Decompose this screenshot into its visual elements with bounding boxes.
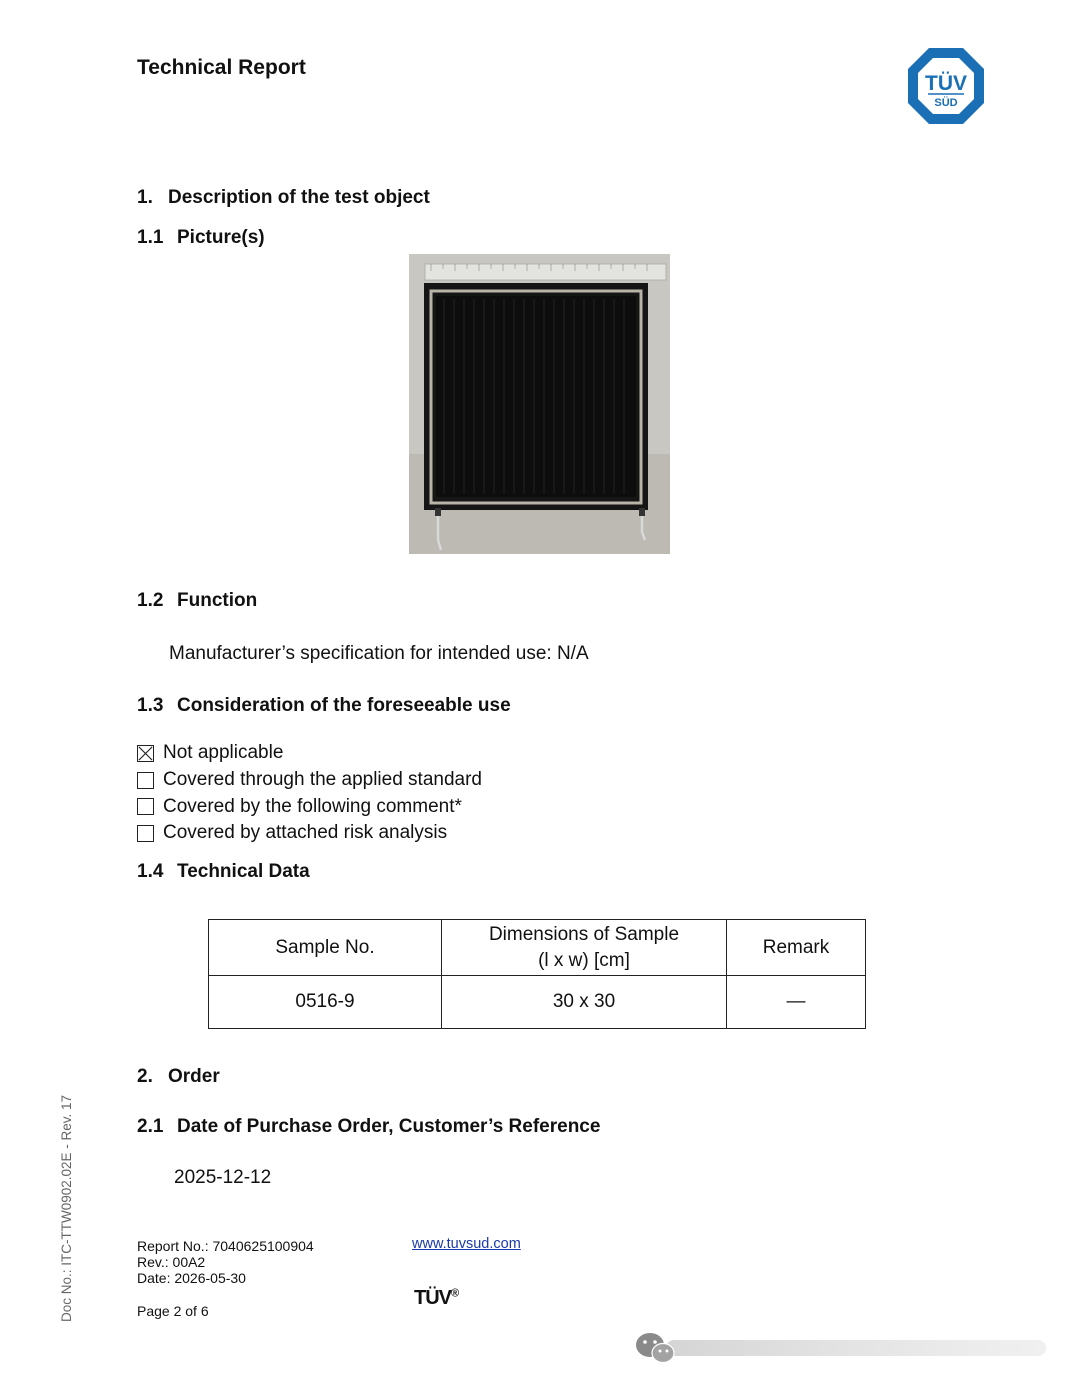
- logo-text-bottom: SÜD: [934, 97, 958, 109]
- checkbox-label: Not applicable: [163, 742, 284, 764]
- foreseeable-use-checkboxes: [137, 740, 482, 847]
- page-number: Page 2 of 6: [137, 1303, 209, 1319]
- cell-sample-no: 0516-9: [209, 976, 442, 1029]
- checkbox-checked[interactable]: [137, 745, 154, 762]
- test-object-photo: [409, 254, 670, 554]
- logo-text-top: TÜV: [925, 72, 967, 95]
- section-1-4-heading: 1.4 Technical Data: [137, 861, 310, 882]
- checkbox-row[interactable]: [137, 820, 482, 847]
- section-1-3-heading: 1.3 Consideration of the foreseeable use: [137, 695, 511, 716]
- doc-number-vertical: Doc No.: ITC-TTW0902.02E - Rev. 17: [59, 1094, 74, 1322]
- cell-remark: —: [727, 976, 866, 1029]
- checkbox-unchecked[interactable]: [137, 798, 154, 815]
- report-number: Report No.: 7040625100904: [137, 1238, 314, 1254]
- tuv-mark: TÜV®: [414, 1287, 460, 1309]
- cell-dimensions: 30 x 30: [442, 976, 727, 1029]
- header-dimensions: Dimensions of Sample (l x w) [cm]: [442, 920, 727, 976]
- checkbox-label: Covered through the applied standard: [163, 769, 483, 791]
- footer-report-info: [137, 1238, 314, 1286]
- checkbox-row[interactable]: [137, 767, 482, 794]
- section-1-1-heading: 1.1 Picture(s): [137, 227, 265, 248]
- tuvsud-link[interactable]: www.tuvsud.com: [412, 1236, 521, 1252]
- checkbox-unchecked[interactable]: [137, 772, 154, 789]
- header-sample-no: Sample No.: [209, 920, 442, 976]
- section-1-2-heading: 1.2 Function: [137, 590, 258, 611]
- wechat-icon: [636, 1333, 674, 1363]
- checkbox-row[interactable]: [137, 740, 482, 767]
- table-row: [209, 976, 866, 1029]
- checkbox-label: Covered by attached risk analysis: [163, 822, 448, 844]
- function-text: Manufacturer’s specification for intended use: N/A: [169, 643, 589, 664]
- checkbox-label: Covered by the following comment*: [163, 795, 462, 817]
- section-2-heading: 2. Order: [137, 1066, 220, 1087]
- section-2-1-heading: 2.1 Date of Purchase Order, Customer’s Reference: [137, 1116, 601, 1137]
- cross-icon: [138, 746, 153, 761]
- purchase-order-date: 2025-12-12: [174, 1167, 272, 1188]
- header-remark: Remark: [727, 920, 866, 976]
- section-1-heading: 1. Description of the test object: [137, 187, 430, 208]
- table-header-row: [209, 920, 866, 976]
- chat-watermark: [630, 1326, 1050, 1370]
- technical-data-table: [208, 919, 866, 1029]
- report-date: Date: 2026-05-30: [137, 1270, 246, 1286]
- checkbox-unchecked[interactable]: [137, 825, 154, 842]
- tuv-sud-logo: [906, 46, 986, 126]
- report-title: Technical Report: [137, 56, 306, 79]
- checkbox-row[interactable]: [137, 793, 482, 820]
- report-revision: Rev.: 00A2: [137, 1254, 206, 1270]
